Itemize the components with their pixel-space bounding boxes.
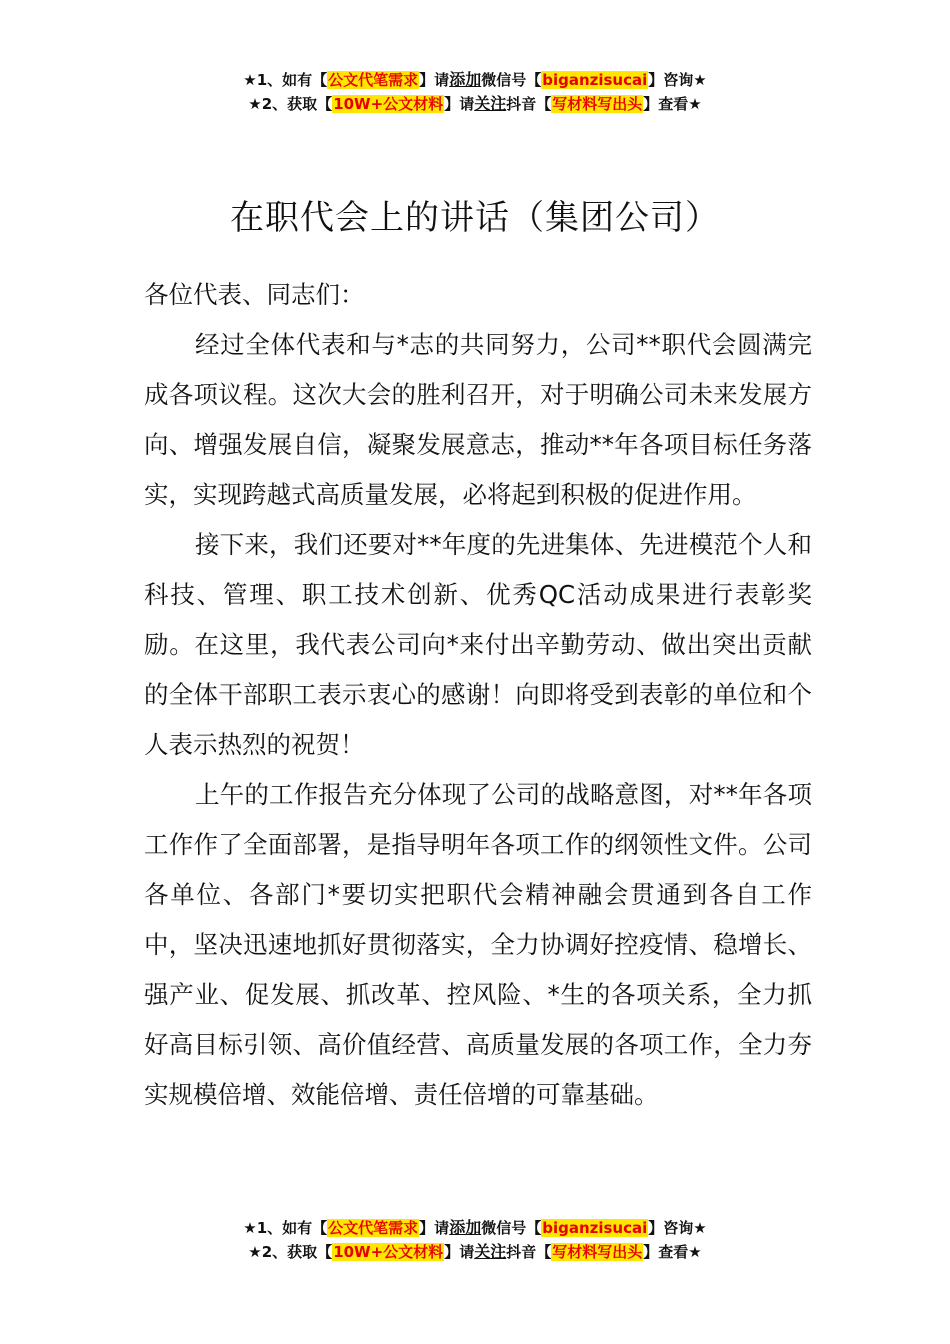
salutation: 各位代表、同志们： [144, 280, 365, 309]
banner-highlight: biganzisucai [542, 1219, 648, 1237]
banner-highlight: 公文代笔需求 [328, 71, 419, 89]
banner-line-1 [0, 68, 950, 92]
banner-line-2 [0, 92, 950, 116]
banner-underlined: 关注 [474, 1242, 507, 1261]
banner-text: 微信号【 [481, 1219, 542, 1237]
banner-text: ★1、如有【 [243, 1219, 328, 1237]
banner-underlined: 添加 [449, 70, 482, 89]
banner-text: ★2、获取【 [248, 95, 333, 113]
banner-highlight: 10W+公文材料 [333, 1243, 444, 1261]
banner-text: 抖音【 [506, 1243, 552, 1261]
banner-highlight: 写材料写出头 [552, 1243, 643, 1261]
banner-text: 】请 [419, 71, 450, 89]
banner-highlight: 公文代笔需求 [328, 1219, 419, 1237]
paragraph: 上午的工作报告充分体现了公司的战略意图，对**年各项工作作了全面部署，是指导明年各项工作的纲领性文件。公司各单位、各部门*要切实把职代会精神融会贯通到各自工作中，坚决迅速地抓好贯彻落实，全力协调好控疫情、稳增长、强产业、促发展、抓改革、控风险、*生的各项关系，全力抓好高目标引领、高价值经营、高质量发展的各项工作，全力夯实规模倍增、效能倍增、责任倍增的可靠基础。 [144, 780, 812, 1109]
banner-underlined: 关注 [474, 94, 507, 113]
banner-text: 】查看★ [643, 1243, 702, 1261]
document-body [144, 270, 812, 1120]
banner-highlight: biganzisucai [542, 71, 648, 89]
banner-text: ★2、获取【 [248, 1243, 333, 1261]
banner-highlight: 10W+公文材料 [333, 95, 444, 113]
banner-text: 抖音【 [506, 95, 552, 113]
banner-text: 】咨询★ [648, 1219, 707, 1237]
banner-line-1 [0, 1216, 950, 1240]
paragraph: 接下来，我们还要对**年度的先进集体、先进模范个人和科技、管理、职工技术创新、优秀QC活动成果进行表彰奖励。在这里，我代表公司向*来付出辛勤劳动、做出突出贡献的全体干部职工表示衷心的感谢！向即将受到表彰的单位和个人表示热烈的祝贺！ [144, 530, 812, 759]
banner-text: 】咨询★ [648, 71, 707, 89]
banner-text: 】请 [444, 95, 475, 113]
banner-underlined: 添加 [449, 1218, 482, 1237]
banner-line-2 [0, 1240, 950, 1264]
banner-text: 】请 [444, 1243, 475, 1261]
paragraph: 经过全体代表和与*志的共同努力，公司**职代会圆满完成各项议程。这次大会的胜利召开，对于明确公司未来发展方向、增强发展自信，凝聚发展意志，推动**年各项目标任务落实，实现跨越式高质量发展，必将起到积极的促进作用。 [144, 330, 812, 509]
banner-text: 】查看★ [643, 95, 702, 113]
document-title: 在职代会上的讲话（集团公司） [230, 197, 720, 238]
header-banner [0, 68, 950, 116]
banner-text: 微信号【 [481, 71, 542, 89]
banner-text: 】请 [419, 1219, 450, 1237]
banner-highlight: 写材料写出头 [552, 95, 643, 113]
banner-text: ★1、如有【 [243, 71, 328, 89]
footer-banner [0, 1216, 950, 1264]
